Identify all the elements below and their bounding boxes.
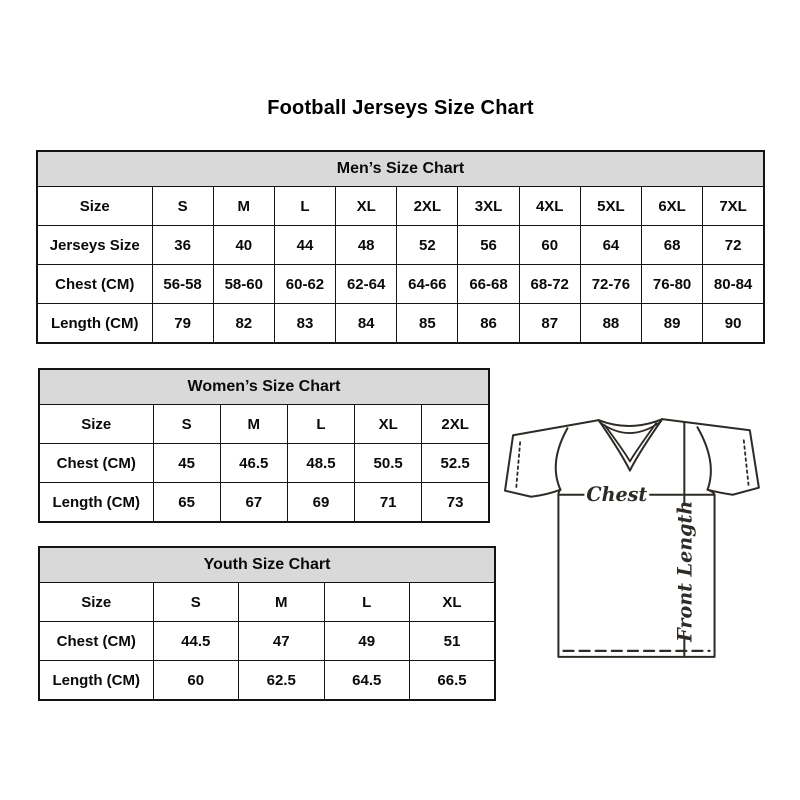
header-cell: Length (CM) — [37, 304, 152, 344]
table-header-band-row — [37, 151, 764, 187]
header-cell: Length (CM) — [39, 661, 153, 701]
value-cell: 48 — [336, 226, 397, 265]
value-cell: 85 — [397, 304, 458, 344]
front-length-label: Front Length — [673, 500, 697, 642]
value-cell: 64.5 — [324, 661, 410, 701]
header-cell: M — [239, 583, 325, 622]
table-row — [37, 187, 764, 226]
header-cell: L — [274, 187, 335, 226]
value-cell: 69 — [287, 483, 354, 523]
value-cell: 60-62 — [274, 265, 335, 304]
value-cell: 80-84 — [703, 265, 764, 304]
value-cell: 68-72 — [519, 265, 580, 304]
header-cell: M — [213, 187, 274, 226]
value-cell: 82 — [213, 304, 274, 344]
header-cell: Chest (CM) — [39, 622, 153, 661]
table-title: Women’s Size Chart — [39, 369, 489, 405]
value-cell: 49 — [324, 622, 410, 661]
value-cell: 73 — [422, 483, 489, 523]
header-cell: 6XL — [642, 187, 703, 226]
table-row — [39, 622, 495, 661]
value-cell: 84 — [336, 304, 397, 344]
header-cell: L — [324, 583, 410, 622]
value-cell: 62-64 — [336, 265, 397, 304]
value-cell: 79 — [152, 304, 213, 344]
left-cuff-dotted-line — [516, 442, 520, 489]
value-cell: 67 — [220, 483, 287, 523]
table-row — [37, 226, 764, 265]
table-header-band-row — [39, 547, 495, 583]
header-cell: Size — [37, 187, 152, 226]
table-title: Men’s Size Chart — [37, 151, 764, 187]
value-cell: 44.5 — [153, 622, 239, 661]
table-row — [37, 265, 764, 304]
table-row — [39, 483, 489, 523]
header-cell: 2XL — [422, 405, 489, 444]
table-row — [39, 405, 489, 444]
value-cell: 72 — [703, 226, 764, 265]
value-cell: 51 — [410, 622, 496, 661]
value-cell: 86 — [458, 304, 519, 344]
value-cell: 44 — [274, 226, 335, 265]
value-cell: 56-58 — [152, 265, 213, 304]
value-cell: 62.5 — [239, 661, 325, 701]
header-cell: Length (CM) — [39, 483, 153, 523]
header-cell: 5XL — [580, 187, 641, 226]
value-cell: 71 — [355, 483, 422, 523]
collar-back-curve — [599, 419, 662, 426]
table-row — [39, 444, 489, 483]
page-title: Football Jerseys Size Chart — [267, 97, 534, 119]
header-cell: M — [220, 405, 287, 444]
header-cell: Size — [39, 583, 153, 622]
mens-size-table — [36, 150, 765, 344]
header-cell: S — [153, 405, 220, 444]
value-cell: 76-80 — [642, 265, 703, 304]
value-cell: 68 — [642, 226, 703, 265]
header-cell: XL — [336, 187, 397, 226]
value-cell: 65 — [153, 483, 220, 523]
header-cell: Jerseys Size — [37, 226, 152, 265]
header-cell: L — [287, 405, 354, 444]
header-cell: XL — [410, 583, 496, 622]
value-cell: 89 — [642, 304, 703, 344]
header-cell: Size — [39, 405, 153, 444]
header-cell: XL — [355, 405, 422, 444]
value-cell: 66-68 — [458, 265, 519, 304]
header-cell: 2XL — [397, 187, 458, 226]
value-cell: 48.5 — [287, 444, 354, 483]
table-title: Youth Size Chart — [39, 547, 495, 583]
right-cuff-dotted-line — [744, 440, 749, 487]
value-cell: 88 — [580, 304, 641, 344]
header-cell: 3XL — [458, 187, 519, 226]
jersey-measurement-diagram — [503, 402, 775, 664]
womens-size-table — [38, 368, 490, 523]
value-cell: 83 — [274, 304, 335, 344]
value-cell: 52.5 — [422, 444, 489, 483]
value-cell: 52 — [397, 226, 458, 265]
header-cell: S — [153, 583, 239, 622]
value-cell: 60 — [519, 226, 580, 265]
right-sleeve-outline — [662, 419, 759, 495]
value-cell: 36 — [152, 226, 213, 265]
value-cell: 45 — [153, 444, 220, 483]
value-cell: 46.5 — [220, 444, 287, 483]
value-cell: 90 — [703, 304, 764, 344]
value-cell: 87 — [519, 304, 580, 344]
value-cell: 40 — [213, 226, 274, 265]
value-cell: 72-76 — [580, 265, 641, 304]
table-header-band-row — [39, 369, 489, 405]
chest-label: Chest — [586, 482, 648, 506]
left-sleeve-outline — [505, 420, 599, 497]
value-cell: 58-60 — [213, 265, 274, 304]
table-row — [39, 583, 495, 622]
header-cell: Chest (CM) — [39, 444, 153, 483]
table-row — [39, 661, 495, 701]
header-cell: Chest (CM) — [37, 265, 152, 304]
value-cell: 60 — [153, 661, 239, 701]
value-cell: 64 — [580, 226, 641, 265]
header-cell: 7XL — [703, 187, 764, 226]
value-cell: 56 — [458, 226, 519, 265]
youth-size-table — [38, 546, 496, 701]
value-cell: 47 — [239, 622, 325, 661]
header-cell: S — [152, 187, 213, 226]
table-row — [37, 304, 764, 344]
value-cell: 50.5 — [355, 444, 422, 483]
value-cell: 66.5 — [410, 661, 496, 701]
header-cell: 4XL — [519, 187, 580, 226]
left-sleeve-seam — [556, 428, 568, 489]
value-cell: 64-66 — [397, 265, 458, 304]
right-sleeve-seam — [697, 427, 710, 489]
